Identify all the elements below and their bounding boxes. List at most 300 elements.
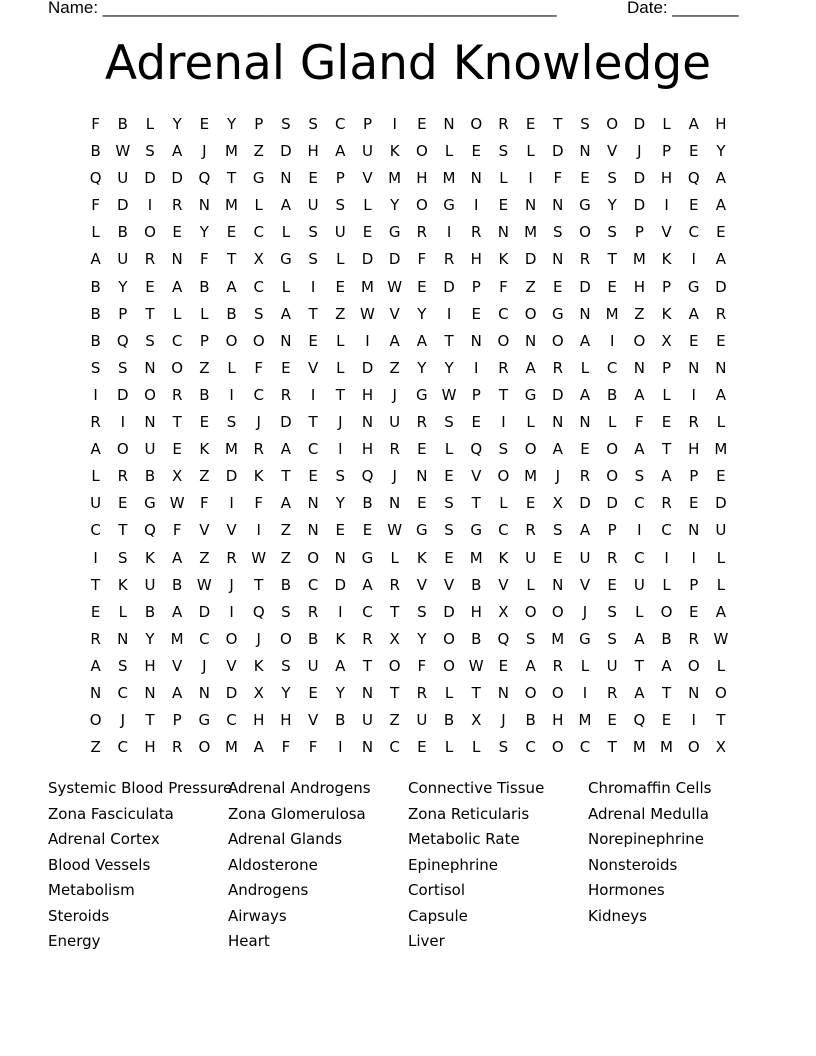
grid-letter[interactable]: G — [443, 196, 455, 215]
grid-letter[interactable]: O — [524, 683, 537, 702]
grid-letter[interactable]: Y — [607, 196, 617, 215]
grid-letter[interactable]: S — [118, 548, 128, 567]
grid-letter[interactable]: L — [444, 440, 454, 459]
grid-letter[interactable]: O — [89, 711, 102, 730]
grid-letter[interactable]: O — [280, 629, 292, 648]
grid-letter[interactable]: X — [389, 629, 400, 648]
grid-letter[interactable]: R — [552, 656, 563, 675]
grid-letter[interactable]: K — [199, 440, 210, 459]
grid-letter[interactable]: D — [633, 115, 646, 133]
grid-letter[interactable]: Q — [497, 629, 510, 648]
grid-letter[interactable]: H — [688, 440, 700, 459]
grid-letter[interactable]: M — [632, 250, 646, 269]
grid-letter[interactable]: N — [552, 196, 564, 215]
grid-letter[interactable]: A — [172, 548, 183, 567]
grid-letter[interactable]: U — [579, 548, 591, 567]
grid-letter[interactable]: T — [145, 304, 155, 323]
grid-letter[interactable]: D — [443, 602, 455, 621]
grid-letter[interactable]: S — [90, 358, 101, 377]
grid-letter[interactable]: N — [524, 331, 537, 350]
grid-letter[interactable]: E — [553, 548, 563, 567]
grid-letter[interactable]: L — [444, 683, 454, 702]
grid-letter[interactable]: F — [254, 494, 264, 513]
grid-letter[interactable]: B — [144, 602, 156, 621]
grid-letter[interactable]: A — [688, 115, 699, 133]
grid-letter[interactable]: P — [254, 115, 264, 133]
grid-letter[interactable]: E — [335, 277, 346, 296]
grid-letter[interactable]: Z — [280, 521, 292, 540]
grid-letter[interactable]: B — [471, 575, 482, 594]
grid-letter[interactable]: S — [281, 602, 291, 621]
grid-letter[interactable]: S — [634, 467, 645, 486]
grid-letter[interactable]: V — [498, 575, 509, 594]
grid-letter[interactable]: L — [145, 115, 155, 133]
grid-letter[interactable]: S — [335, 467, 346, 486]
grid-letter[interactable]: P — [689, 575, 699, 594]
grid-letter[interactable]: B — [90, 304, 101, 323]
grid-letter[interactable]: A — [525, 656, 536, 675]
grid-letter[interactable]: N — [688, 683, 700, 702]
grid-letter[interactable]: Z — [199, 548, 210, 567]
grid-letter[interactable]: R — [171, 196, 183, 215]
grid-letter[interactable]: D — [117, 385, 129, 404]
grid-letter[interactable]: I — [147, 196, 153, 215]
grid-letter[interactable]: T — [716, 711, 726, 730]
grid-letter[interactable]: T — [118, 521, 128, 540]
grid-letter[interactable]: T — [308, 413, 318, 432]
grid-letter[interactable]: Z — [253, 142, 264, 161]
grid-letter[interactable]: F — [635, 413, 644, 432]
grid-letter[interactable]: N — [470, 331, 482, 350]
grid-letter[interactable]: J — [392, 467, 397, 486]
grid-letter[interactable]: Q — [633, 711, 646, 730]
grid-letter[interactable]: V — [199, 521, 210, 540]
grid-letter[interactable]: E — [661, 413, 672, 432]
grid-letter[interactable]: N — [280, 169, 292, 188]
grid-letter[interactable]: E — [417, 115, 427, 133]
grid-letter[interactable]: R — [525, 521, 536, 540]
grid-letter[interactable]: R — [226, 548, 237, 567]
grid-letter[interactable]: I — [365, 331, 370, 350]
grid-letter[interactable]: W — [115, 142, 131, 161]
grid-letter[interactable]: K — [117, 575, 128, 594]
grid-letter[interactable]: N — [198, 683, 210, 702]
grid-letter[interactable]: D — [171, 169, 183, 188]
grid-letter[interactable]: A — [280, 196, 292, 215]
grid-letter[interactable]: S — [498, 440, 509, 459]
grid-letter[interactable]: C — [199, 629, 210, 648]
grid-letter[interactable]: T — [471, 494, 481, 513]
grid-letter[interactable]: U — [416, 711, 428, 730]
grid-letter[interactable]: Q — [144, 521, 156, 540]
grid-letter[interactable]: T — [226, 250, 237, 269]
grid-letter[interactable]: A — [634, 440, 645, 459]
grid-letter[interactable]: O — [579, 223, 591, 242]
grid-letter[interactable]: O — [633, 331, 646, 350]
grid-letter[interactable]: Q — [116, 331, 129, 350]
grid-letter[interactable]: W — [713, 629, 729, 648]
grid-letter[interactable]: D — [715, 494, 727, 513]
grid-letter[interactable]: E — [199, 115, 210, 133]
grid-letter[interactable]: N — [307, 521, 319, 540]
grid-letter[interactable]: C — [253, 385, 264, 404]
grid-letter[interactable]: A — [634, 385, 645, 404]
grid-letter[interactable]: D — [117, 196, 129, 215]
grid-letter[interactable]: I — [691, 385, 696, 404]
grid-letter[interactable]: N — [579, 142, 591, 161]
grid-letter[interactable]: L — [336, 250, 345, 269]
grid-letter[interactable]: H — [253, 711, 265, 730]
grid-letter[interactable]: I — [691, 548, 696, 567]
grid-letter[interactable]: R — [715, 304, 727, 323]
grid-letter[interactable]: S — [444, 521, 454, 540]
grid-letter[interactable]: I — [474, 358, 479, 377]
grid-letter[interactable]: O — [225, 331, 238, 350]
grid-letter[interactable]: I — [474, 196, 479, 215]
grid-letter[interactable]: S — [145, 142, 155, 161]
grid-letter[interactable]: Q — [361, 467, 374, 486]
grid-letter[interactable]: Z — [525, 277, 536, 296]
grid-letter[interactable]: L — [662, 575, 671, 594]
grid-letter[interactable]: E — [417, 738, 427, 757]
grid-letter[interactable]: R — [90, 629, 101, 648]
grid-letter[interactable]: Q — [89, 169, 102, 188]
grid-letter[interactable]: J — [120, 711, 125, 730]
grid-letter[interactable]: J — [555, 467, 560, 486]
grid-letter[interactable]: A — [715, 250, 727, 269]
grid-letter[interactable]: L — [281, 223, 291, 242]
grid-letter[interactable]: O — [144, 223, 156, 242]
grid-letter[interactable]: S — [607, 223, 617, 242]
grid-letter[interactable]: W — [387, 521, 403, 540]
grid-letter[interactable]: D — [144, 169, 156, 188]
grid-letter[interactable]: R — [117, 467, 128, 486]
grid-letter[interactable]: Y — [281, 683, 291, 702]
grid-letter[interactable]: G — [524, 385, 537, 404]
grid-letter[interactable]: I — [501, 413, 506, 432]
grid-letter[interactable]: C — [389, 738, 400, 757]
grid-letter[interactable]: W — [360, 304, 375, 323]
grid-letter[interactable]: R — [471, 223, 482, 242]
grid-letter[interactable]: L — [526, 575, 535, 594]
grid-letter[interactable]: R — [389, 440, 400, 459]
grid-letter[interactable]: Z — [280, 548, 292, 567]
grid-letter[interactable]: N — [144, 683, 156, 702]
grid-letter[interactable]: A — [634, 629, 645, 648]
grid-letter[interactable]: I — [392, 115, 397, 133]
grid-letter[interactable]: P — [362, 115, 372, 133]
grid-letter[interactable]: F — [200, 250, 209, 269]
grid-letter[interactable]: N — [144, 358, 156, 377]
grid-letter[interactable]: F — [417, 250, 427, 269]
grid-letter[interactable]: U — [389, 413, 401, 432]
grid-letter[interactable]: A — [335, 656, 346, 675]
grid-letter[interactable]: K — [145, 548, 155, 567]
grid-letter[interactable]: H — [144, 656, 156, 675]
grid-letter[interactable]: V — [226, 521, 237, 540]
grid-letter[interactable]: D — [606, 494, 618, 513]
grid-letter[interactable]: T — [362, 656, 373, 675]
grid-letter[interactable]: M — [660, 738, 673, 757]
grid-letter[interactable]: B — [90, 142, 101, 161]
grid-letter[interactable]: W — [251, 548, 267, 567]
grid-letter[interactable]: E — [525, 115, 536, 133]
grid-letter[interactable]: F — [91, 196, 100, 215]
grid-letter[interactable]: I — [664, 548, 669, 567]
grid-letter[interactable]: W — [169, 494, 185, 513]
grid-letter[interactable]: A — [172, 602, 183, 621]
grid-letter[interactable]: C — [90, 521, 101, 540]
grid-letter[interactable]: B — [607, 385, 618, 404]
grid-letter[interactable]: G — [388, 223, 401, 242]
grid-letter[interactable]: L — [716, 413, 726, 432]
grid-letter[interactable]: Y — [417, 358, 427, 377]
grid-letter[interactable]: S — [498, 142, 509, 161]
grid-letter[interactable]: I — [229, 494, 234, 513]
grid-letter[interactable]: A — [661, 656, 672, 675]
grid-letter[interactable]: E — [308, 467, 318, 486]
grid-letter[interactable]: M — [225, 738, 238, 757]
grid-letter[interactable]: O — [524, 440, 537, 459]
grid-letter[interactable]: O — [497, 467, 510, 486]
grid-letter[interactable]: F — [417, 656, 427, 675]
grid-letter[interactable]: A — [172, 142, 183, 161]
grid-letter[interactable]: P — [662, 358, 672, 377]
grid-letter[interactable]: S — [444, 413, 454, 432]
grid-letter[interactable]: N — [552, 250, 564, 269]
grid-letter[interactable]: I — [256, 521, 261, 540]
grid-letter[interactable]: H — [144, 738, 156, 757]
grid-letter[interactable]: I — [229, 385, 234, 404]
grid-letter[interactable]: M — [578, 711, 592, 730]
grid-letter[interactable]: T — [553, 115, 563, 133]
grid-letter[interactable]: R — [661, 494, 672, 513]
grid-letter[interactable]: V — [172, 656, 183, 675]
grid-letter[interactable]: L — [91, 223, 100, 242]
grid-letter[interactable]: T — [607, 250, 617, 269]
grid-letter[interactable]: B — [307, 629, 319, 648]
grid-letter[interactable]: T — [444, 331, 454, 350]
grid-letter[interactable]: A — [688, 304, 699, 323]
grid-letter[interactable]: B — [199, 385, 210, 404]
grid-letter[interactable]: B — [443, 711, 455, 730]
grid-letter[interactable]: N — [497, 683, 510, 702]
grid-letter[interactable]: H — [633, 277, 645, 296]
grid-letter[interactable]: L — [635, 602, 644, 621]
grid-letter[interactable]: G — [361, 548, 374, 567]
grid-letter[interactable]: J — [256, 413, 261, 432]
grid-letter[interactable]: E — [580, 169, 590, 188]
grid-letter[interactable]: L — [336, 331, 345, 350]
grid-letter[interactable]: A — [90, 440, 101, 459]
grid-letter[interactable]: S — [308, 223, 318, 242]
grid-letter[interactable]: T — [281, 467, 291, 486]
grid-letter[interactable]: U — [361, 142, 373, 161]
grid-letter[interactable]: C — [498, 304, 509, 323]
grid-letter[interactable]: G — [687, 277, 700, 296]
grid-letter[interactable]: J — [338, 413, 343, 432]
grid-letter[interactable]: E — [335, 521, 346, 540]
grid-letter[interactable]: Z — [90, 738, 101, 757]
grid-letter[interactable]: L — [254, 196, 263, 215]
grid-letter[interactable]: V — [307, 358, 319, 377]
grid-letter[interactable]: N — [552, 413, 564, 432]
grid-letter[interactable]: O — [524, 304, 537, 323]
grid-letter[interactable]: I — [120, 413, 125, 432]
grid-letter[interactable]: Y — [118, 277, 128, 296]
grid-letter[interactable]: L — [526, 413, 535, 432]
grid-letter[interactable]: C — [634, 548, 645, 567]
grid-letter[interactable]: Y — [226, 115, 237, 133]
grid-letter[interactable]: E — [172, 223, 182, 242]
grid-letter[interactable]: E — [281, 358, 291, 377]
grid-letter[interactable]: Y — [417, 304, 427, 323]
grid-letter[interactable]: U — [144, 575, 156, 594]
grid-letter[interactable]: B — [172, 575, 183, 594]
grid-letter[interactable]: L — [716, 575, 726, 594]
grid-letter[interactable]: E — [471, 304, 481, 323]
grid-letter[interactable]: I — [338, 440, 343, 459]
grid-letter[interactable]: Y — [145, 629, 155, 648]
grid-letter[interactable]: A — [280, 440, 292, 459]
grid-letter[interactable]: P — [471, 385, 481, 404]
grid-letter[interactable]: L — [716, 548, 726, 567]
grid-letter[interactable]: S — [580, 115, 590, 133]
grid-letter[interactable]: E — [444, 467, 454, 486]
grid-letter[interactable]: E — [607, 711, 617, 730]
grid-letter[interactable]: U — [117, 250, 129, 269]
grid-letter[interactable]: S — [335, 196, 346, 215]
grid-letter[interactable]: A — [552, 440, 563, 459]
grid-letter[interactable]: E — [553, 277, 563, 296]
grid-letter[interactable]: C — [335, 115, 346, 133]
grid-letter[interactable]: P — [607, 521, 617, 540]
grid-letter[interactable]: G — [416, 385, 428, 404]
grid-letter[interactable]: T — [308, 304, 318, 323]
grid-letter[interactable]: C — [362, 602, 373, 621]
grid-letter[interactable]: Q — [687, 169, 700, 188]
grid-letter[interactable]: O — [687, 738, 700, 757]
grid-letter[interactable]: D — [280, 413, 292, 432]
grid-letter[interactable]: X — [552, 494, 563, 513]
grid-letter[interactable]: W — [196, 575, 212, 594]
grid-letter[interactable]: D — [280, 142, 292, 161]
grid-letter[interactable]: C — [525, 738, 536, 757]
grid-letter[interactable]: V — [226, 656, 237, 675]
grid-letter[interactable]: U — [334, 223, 346, 242]
grid-letter[interactable]: T — [145, 711, 155, 730]
grid-letter[interactable]: T — [390, 683, 400, 702]
grid-letter[interactable]: J — [392, 385, 397, 404]
grid-letter[interactable]: M — [469, 548, 483, 567]
grid-letter[interactable]: V — [362, 169, 373, 188]
grid-letter[interactable]: R — [307, 602, 319, 621]
grid-letter[interactable]: T — [172, 413, 182, 432]
grid-letter[interactable]: I — [528, 169, 533, 188]
grid-letter[interactable]: S — [525, 629, 536, 648]
grid-letter[interactable]: M — [442, 169, 456, 188]
grid-letter[interactable]: E — [688, 494, 699, 513]
grid-letter[interactable]: R — [416, 223, 428, 242]
grid-letter[interactable]: M — [225, 196, 238, 215]
grid-letter[interactable]: S — [498, 738, 509, 757]
grid-letter[interactable]: R — [688, 629, 699, 648]
grid-letter[interactable]: M — [605, 304, 619, 323]
grid-letter[interactable]: R — [253, 440, 264, 459]
grid-letter[interactable]: E — [580, 440, 590, 459]
grid-letter[interactable]: M — [225, 440, 238, 459]
grid-letter[interactable]: P — [199, 331, 209, 350]
grid-letter[interactable]: L — [499, 169, 508, 188]
grid-letter[interactable]: C — [661, 521, 672, 540]
grid-letter[interactable]: D — [524, 250, 537, 269]
grid-letter[interactable]: C — [117, 738, 129, 757]
grid-letter[interactable]: A — [715, 602, 727, 621]
grid-letter[interactable]: J — [582, 602, 588, 621]
grid-letter[interactable]: X — [253, 683, 264, 702]
grid-letter[interactable]: N — [416, 467, 428, 486]
grid-letter[interactable]: U — [307, 196, 319, 215]
grid-letter[interactable]: V — [443, 575, 455, 594]
grid-letter[interactable]: A — [389, 331, 400, 350]
grid-letter[interactable]: L — [526, 142, 535, 161]
grid-letter[interactable]: D — [361, 358, 374, 377]
grid-letter[interactable]: R — [280, 385, 292, 404]
grid-letter[interactable]: I — [229, 602, 234, 621]
grid-letter[interactable]: X — [253, 250, 264, 269]
grid-letter[interactable]: D — [715, 277, 727, 296]
grid-letter[interactable]: T — [471, 683, 481, 702]
grid-letter[interactable]: Q — [198, 169, 211, 188]
grid-letter[interactable]: E — [688, 602, 699, 621]
grid-letter[interactable]: N — [389, 494, 401, 513]
grid-letter[interactable]: O — [606, 440, 619, 459]
grid-letter[interactable]: R — [498, 358, 509, 377]
grid-letter[interactable]: H — [470, 602, 482, 621]
grid-letter[interactable]: R — [90, 413, 101, 432]
grid-letter[interactable]: U — [90, 494, 102, 513]
grid-letter[interactable]: J — [256, 629, 261, 648]
grid-letter[interactable]: O — [524, 602, 537, 621]
grid-letter[interactable]: B — [362, 494, 373, 513]
grid-letter[interactable]: F — [499, 277, 508, 296]
grid-letter[interactable]: C — [117, 683, 129, 702]
grid-letter[interactable]: B — [144, 467, 156, 486]
grid-letter[interactable]: G — [280, 250, 292, 269]
grid-letter[interactable]: N — [688, 358, 700, 377]
grid-letter[interactable]: L — [444, 738, 454, 757]
grid-letter[interactable]: H — [715, 115, 727, 133]
grid-letter[interactable]: N — [171, 250, 183, 269]
grid-letter[interactable]: I — [691, 711, 696, 730]
grid-letter[interactable]: N — [497, 223, 510, 242]
grid-letter[interactable]: L — [336, 358, 345, 377]
grid-letter[interactable]: A — [172, 277, 183, 296]
grid-letter[interactable]: P — [471, 277, 481, 296]
grid-letter[interactable]: E — [362, 223, 373, 242]
grid-letter[interactable]: X — [172, 467, 183, 486]
grid-letter[interactable]: G — [144, 494, 156, 513]
grid-letter[interactable]: I — [93, 385, 98, 404]
grid-letter[interactable]: H — [470, 250, 482, 269]
grid-letter[interactable]: D — [225, 683, 238, 702]
grid-letter[interactable]: L — [472, 738, 481, 757]
grid-letter[interactable]: C — [171, 331, 183, 350]
grid-letter[interactable]: V — [307, 711, 319, 730]
grid-letter[interactable]: E — [498, 196, 509, 215]
grid-letter[interactable]: V — [607, 142, 618, 161]
grid-letter[interactable]: V — [471, 467, 482, 486]
